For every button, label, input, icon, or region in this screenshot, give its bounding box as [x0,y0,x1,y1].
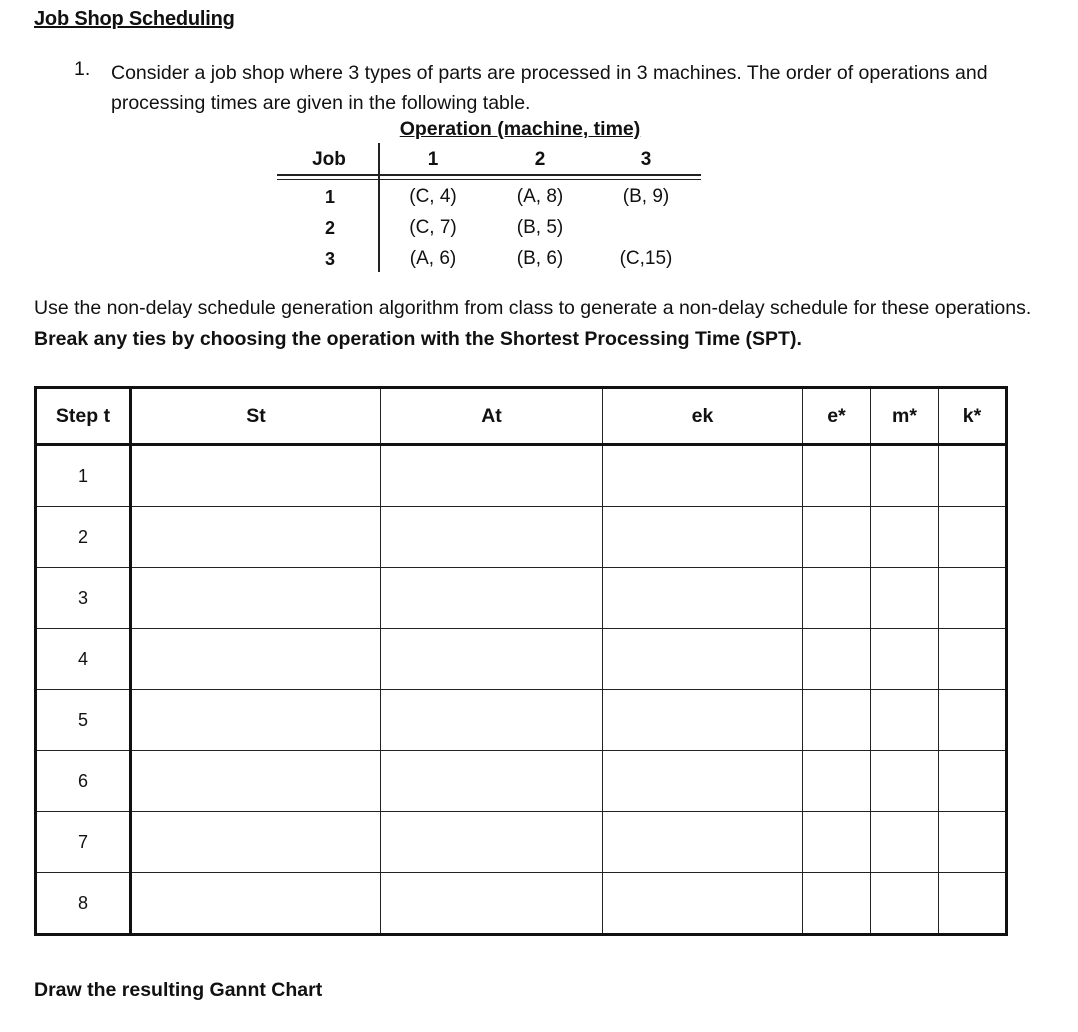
job-column-header: Job [312,149,346,170]
st-column-header: St [131,388,381,445]
ek-cell[interactable] [603,629,803,690]
e-star-cell[interactable] [803,690,871,751]
step-number-cell: 5 [36,690,131,751]
step-number-cell: 1 [36,445,131,507]
st-cell[interactable] [131,690,381,751]
k-star-cell[interactable] [939,751,1007,812]
e-star-cell[interactable] [803,507,871,568]
ek-cell[interactable] [603,873,803,935]
step-column-header: Step t [36,388,131,445]
at-cell[interactable] [381,812,603,873]
step-number-cell: 7 [36,812,131,873]
e-star-cell[interactable] [803,568,871,629]
table-row [36,812,1007,873]
instructions-text: Use the non-delay schedule generation algorithm from class to generate a non-delay schedule for these operations. [34,297,1032,319]
k-star-cell[interactable] [939,812,1007,873]
k-star-cell[interactable] [939,690,1007,751]
m-star-cell[interactable] [871,812,939,873]
document-title: Job Shop Scheduling [34,8,235,30]
instructions [34,293,1044,355]
table-vertical-divider [378,143,380,272]
at-cell[interactable] [381,690,603,751]
step-table-header-row [36,388,1007,445]
operation-table-header: Operation (machine, time) [399,118,641,140]
at-cell[interactable] [381,751,603,812]
e-star-cell[interactable] [803,873,871,935]
k-star-cell[interactable] [939,568,1007,629]
operation-cell: (B, 5) [516,217,564,238]
ek-cell[interactable] [603,812,803,873]
at-cell[interactable] [381,873,603,935]
k-star-cell[interactable] [939,507,1007,568]
step-number-cell: 2 [36,507,131,568]
job-cell: 2 [324,218,335,238]
table-row [36,629,1007,690]
st-cell[interactable] [131,751,381,812]
st-cell[interactable] [131,873,381,935]
table-row [36,690,1007,751]
ek-cell[interactable] [603,690,803,751]
job-cell: 3 [324,249,335,269]
step-number-cell: 8 [36,873,131,935]
e-star-cell[interactable] [803,629,871,690]
operation-cell: (B, 9) [622,186,670,207]
operation-cell: (A, 8) [516,186,564,207]
e-star-cell[interactable] [803,812,871,873]
st-cell[interactable] [131,568,381,629]
m-star-cell[interactable] [871,568,939,629]
k-star-cell[interactable] [939,629,1007,690]
ek-cell[interactable] [603,751,803,812]
operation-column-header-1: 1 [427,149,439,170]
instructions-tie-break-rule: Break any ties by choosing the operation with the Shortest Processing Time (SPT). [34,328,802,350]
k-star-cell[interactable] [939,445,1007,507]
st-cell[interactable] [131,812,381,873]
at-column-header: At [381,388,603,445]
operation-cell: (C,15) [619,248,673,269]
operation-cell: (C, 4) [409,186,457,207]
table-row [36,445,1007,507]
table-header-rule-secondary [277,179,701,180]
at-cell[interactable] [381,445,603,507]
m-star-cell[interactable] [871,629,939,690]
step-number-cell: 3 [36,568,131,629]
at-cell[interactable] [381,568,603,629]
question-number: 1. [74,58,91,80]
k-star-cell[interactable] [939,873,1007,935]
at-cell[interactable] [381,507,603,568]
table-header-rule [277,174,701,176]
step-number-cell: 4 [36,629,131,690]
st-cell[interactable] [131,507,381,568]
st-cell[interactable] [131,445,381,507]
m-star-cell[interactable] [871,751,939,812]
m-star-cell[interactable] [871,445,939,507]
schedule-step-table [34,386,1008,936]
table-row [36,507,1007,568]
operation-column-header-3: 3 [640,149,652,170]
at-cell[interactable] [381,629,603,690]
gantt-chart-prompt: Draw the resulting Gannt Chart [34,979,323,1001]
k-star-column-header: k* [939,388,1007,445]
m-star-cell[interactable] [871,873,939,935]
ek-cell[interactable] [603,507,803,568]
ek-cell[interactable] [603,568,803,629]
operation-cell: (B, 6) [516,248,564,269]
operation-cell: (A, 6) [409,248,457,269]
m-star-column-header: m* [871,388,939,445]
m-star-cell[interactable] [871,690,939,751]
st-cell[interactable] [131,629,381,690]
e-star-column-header: e* [803,388,871,445]
operation-column-header-2: 2 [534,149,546,170]
e-star-cell[interactable] [803,751,871,812]
table-row [36,751,1007,812]
table-row [36,568,1007,629]
e-star-cell[interactable] [803,445,871,507]
ek-cell[interactable] [603,445,803,507]
table-row [36,873,1007,935]
operation-cell: (C, 7) [409,217,457,238]
question-text: Consider a job shop where 3 types of parts are processed in 3 machines. The order of operations and processing times are given in the following table. [111,62,988,114]
ek-column-header: ek [603,388,803,445]
job-cell: 1 [324,187,335,207]
step-number-cell: 6 [36,751,131,812]
m-star-cell[interactable] [871,507,939,568]
